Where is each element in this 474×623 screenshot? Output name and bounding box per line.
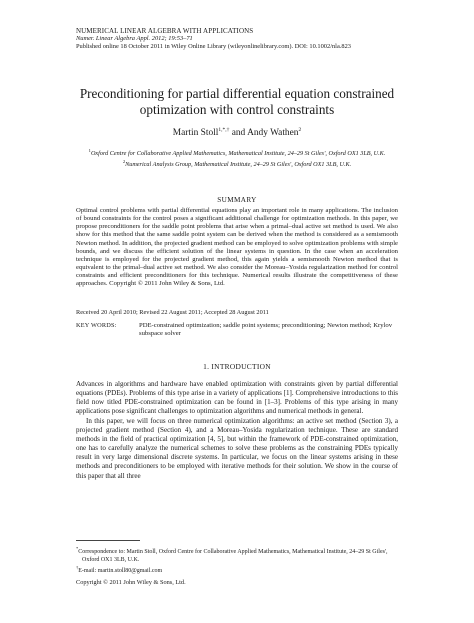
affiliation-text: Numerical Analysis Group, Mathematical Institute, 24–29 St Giles', Oxford OX1 3LB, U.K. [125, 161, 352, 168]
footnote [76, 545, 398, 564]
footnote-text: Correspondence to: Martin Stoll, Oxford Centre for Collaborative Applied Mathematics, Mathematical Institute, 24–29 St Giles', Oxford OX1 3LB, U.K. [78, 549, 388, 563]
affiliations [76, 147, 398, 169]
abstract-text: Optimal control problems with partial differential equations play an important role in many applications. The inclusion of bound constraints for the control poses a significant additional challenge for optimization methods. In this paper, we propose preconditioners for the saddle point problems that arise when a primal–dual active set method is used. We also show for this method that the same saddle point system can be derived when the method is considered as a semismooth Newton method. In addition, the projected gradient method can be employed to solve optimization problems with simple bounds, and we discuss the efficient solution of the linear systems in question. In the case when an acceleration technique is employed for the projected gradient method, this again yields a semismooth Newton method that is equivalent to the primal–dual active set method. We also consider the Moreau–Yosida regularization method for control constraints and efficient preconditioners for this technique. Numerical results illustrate the competitiveness of these approaches. Copyright © 2011 John Wiley & Sons, Ltd. [76, 207, 398, 288]
section-heading: 1. INTRODUCTION [203, 362, 271, 371]
author-marks: 2 [298, 127, 302, 133]
footnote-mark: * [76, 546, 79, 551]
affiliation-mark: 2 [122, 159, 126, 164]
keywords-label: KEY WORDS: [76, 322, 117, 329]
affiliation-text: Oxford Centre for Collaborative Applied Mathematics, Mathematical Institute, 24–29 St Giles', Oxford OX1 3LB, U.K. [90, 150, 386, 157]
body-paragraph: Advances in algorithms and hardware have enabled optimization with constraints given by partial differential equations (PDEs). Problems of this type arise in a variety of applications [1]. Comprehensive introductions to this field now titled PDE-constrained optimization can be found in [1–3]. Problems of this type arising in many applications pose significant challenges to optimization algorithms and numerical methods in general. [76, 380, 398, 416]
author-name: Martin Stoll [172, 128, 219, 138]
introduction-body [76, 380, 398, 481]
publication-info: Published online 18 October 2011 in Wiley Online Library (wileyonlinelibrary.com). DOI: 10.1002/nla.823 [76, 43, 351, 51]
journal-header [76, 27, 396, 52]
body-paragraph: In this paper, we will focus on three numerical optimization algorithms: an active set method (Section 3), a projected gradient method (Section 4), and a Moreau–Yosida regularization technique. These are standard methods in the field of practical optimization [4, 5], but within the framework of PDE-constrained optimization, one has to carefully analyze the numerical schemes to solve these problems as the constraining PDEs typically result in very large dimensional discrete systems. In particular, we focus on the linear systems arising in these methods and preconditioners to be employed with iterative methods for their solution. We show in the course of this paper that all three [76, 416, 398, 480]
author-marks: 1,*,† [218, 127, 230, 133]
received-dates: Received 20 April 2010; Revised 22 August 2011; Accepted 28 August 2011 [76, 309, 269, 316]
affiliation [76, 158, 398, 169]
journal-citation: Numer. Linear Algebra Appl. 2012; 19:53–71 [76, 35, 193, 43]
summary-heading: SUMMARY [217, 196, 257, 204]
affiliation-mark: 1 [88, 148, 91, 153]
author-name: Andy Wathen [247, 128, 299, 138]
footnote-text: E-mail: martin.stoll80@gmail.com [78, 568, 163, 574]
author-line [76, 127, 398, 138]
footnote-mark: † [76, 565, 79, 570]
affiliation [76, 147, 398, 158]
paper-title: Preconditioning for partial differential equation constrained optimization with control constraints [79, 86, 395, 117]
footnotes [76, 545, 398, 575]
journal-name: NUMERICAL LINEAR ALGEBRA WITH APPLICATIONS [76, 27, 254, 35]
footnote [76, 564, 398, 575]
keywords-text: PDE-constrained optimization; saddle point systems; preconditioning; Newton method; Krylov subspace solver [139, 322, 393, 338]
copyright-notice: Copyright © 2011 John Wiley & Sons, Ltd. [76, 579, 186, 586]
author-conjunction: and [229, 128, 248, 138]
footnote-rule [76, 540, 140, 541]
